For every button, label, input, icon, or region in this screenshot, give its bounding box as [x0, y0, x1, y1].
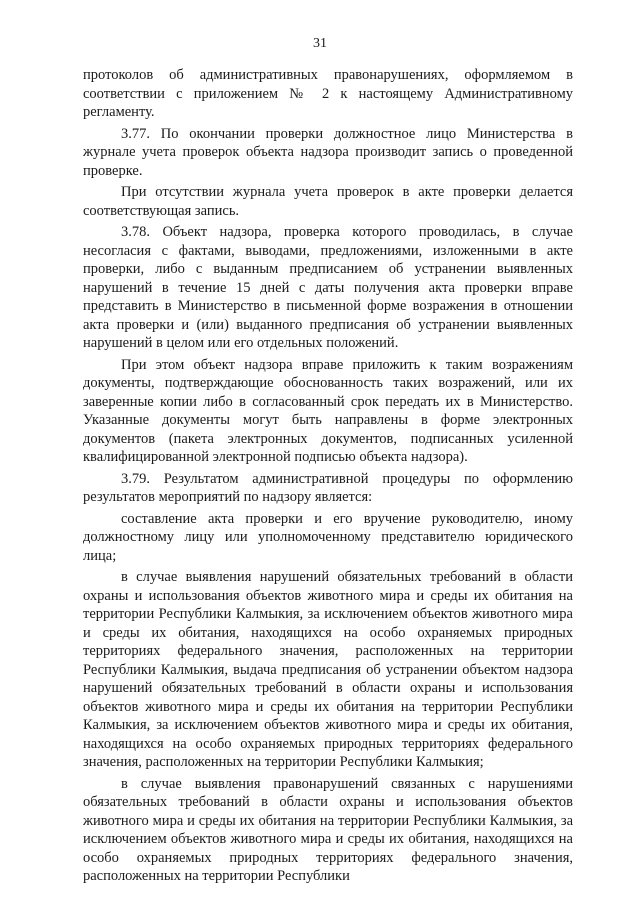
- paragraph-no-journal: При отсутствии журнала учета проверок в акте проверки делается соответствующая запись.: [83, 184, 573, 219]
- document-body: [83, 66, 573, 889]
- paragraph-3-79: 3.79. Результатом административной процедуры по оформлению результатов мероприятий по надзору является:: [83, 470, 573, 505]
- paragraph-3-78: 3.78. Объект надзора, проверка которого проводилась, в случае несогласия с фактами, выводами, предложениями, изложенными в акте проверки, либо с выданным предписанием об устранении выявленных нарушений в течение 15 дней с даты получения акта проверки вправе представить в Министерство в письменной форме возражения в отношении акта проверки и (или) выданного предписания об устранении выявленных нарушений в целом или его отдельных положений.: [83, 224, 573, 351]
- page-number: 31: [313, 36, 327, 51]
- paragraph-offenses: в случае выявления правонарушений связанных с нарушениями обязательных требований в области охраны и использования объектов животного мира и среды их обитания на территории Республики Калмыкия, за исключением объектов животного мира и среды их обитания, находящихся на особо охраняемых природных территориях федерального значения, расположенных на территории Республики: [83, 775, 573, 884]
- paragraph-objections: При этом объект надзора вправе приложить к таким возражениям документы, подтверждающие обоснованность таких возражений, или их заверенные копии либо в согласованный срок передать их в Министерство. Указанные документы могут быть направлены в форме электронных документов (пакета электронных документов, подписанных усиленной квалифицированной электронной подписью объекта надзора).: [83, 356, 573, 465]
- paragraph-inspection-act: составление акта проверки и его вручение руководителю, иному должностному лицу или уполномоченному представителю юридического лица;: [83, 510, 573, 564]
- paragraph-3-77: 3.77. По окончании проверки должностное лицо Министерства в журнале учета проверок объекта надзора производит запись о проведенной проверке.: [83, 125, 573, 179]
- paragraph-violations-order: в случае выявления нарушений обязательных требований в области охраны и использования объектов животного мира и среды их обитания на территории Республики Калмыкия, за исключением объектов животного мира и среды их обитания, находящихся на особо охраняемых природных территориях федерального значения, расположенных на территории Республики Калмыкия, выдача предписания об устранении объектом надзора нарушений обязательных требований в области охраны и использования объектов животного мира и среды их обитания на территории Республики Калмыкия, за исключением объектов животного мира и среды их обитания, находящихся на особо охраняемых природных территориях федерального значения, расположенных на территории Республики Калмыкия;: [83, 569, 573, 770]
- paragraph-continuation: протоколов об административных правонарушениях, оформляемом в соответствии с приложением № 2 к настоящему Административному регламенту.: [83, 67, 573, 120]
